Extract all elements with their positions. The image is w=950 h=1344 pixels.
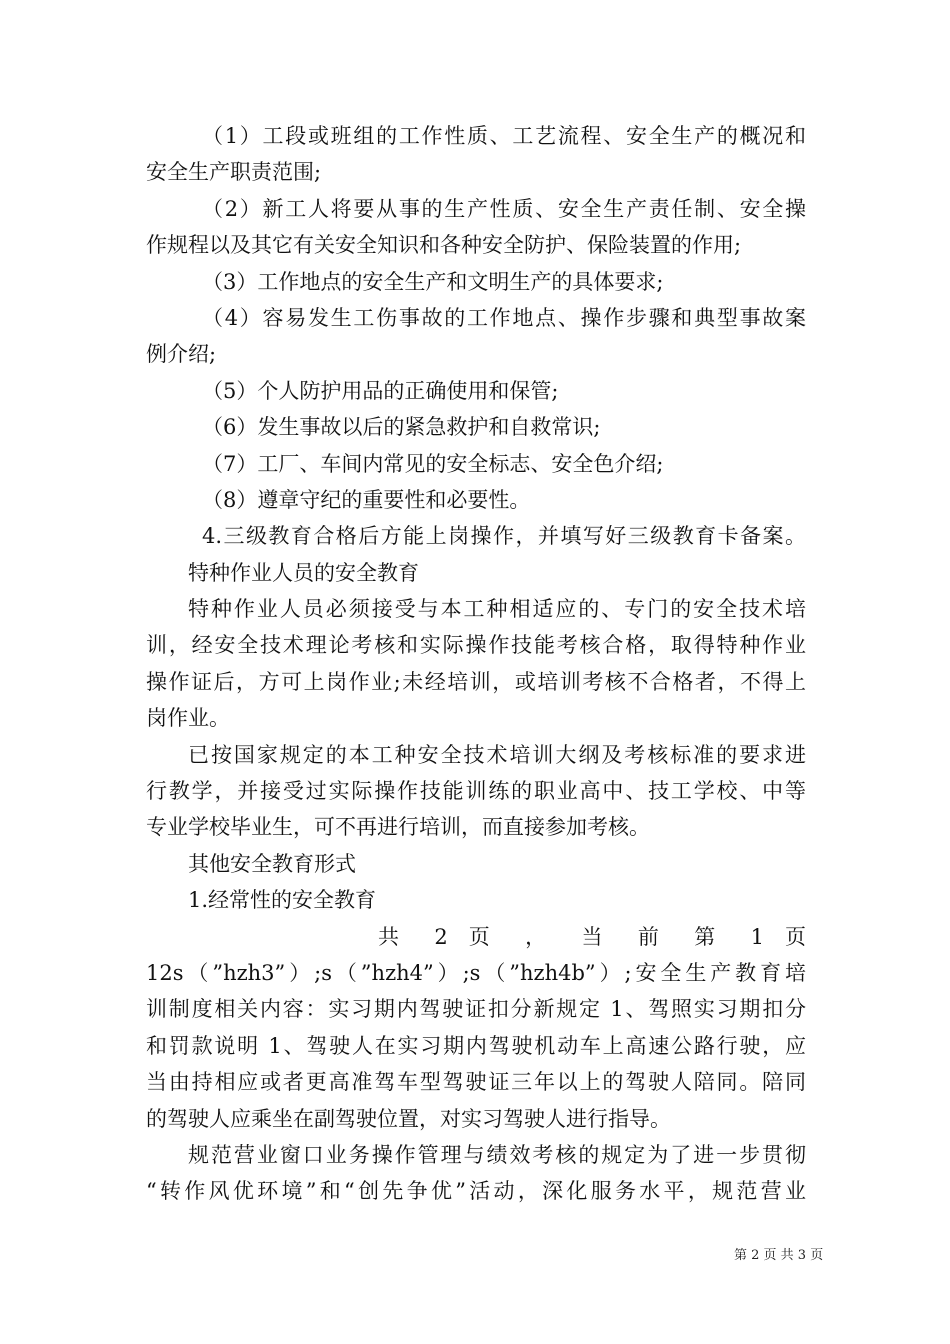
page-footer-label: 第 2 页 共 3 页: [734, 1248, 824, 1263]
text-line-3: （2）新工人将要从事的生产性质、安全生产责任制、安全操: [202, 196, 806, 221]
text-line-6: （4）容易发生工伤事故的工作地点、操作步骤和典型事故案: [202, 305, 806, 330]
text-line-18: 已按国家规定的本工种安全技术培训大纲及考核标准的要求进: [188, 742, 806, 767]
text-line-1: （1）工段或班组的工作性质、工艺流程、安全生产的概况和: [202, 124, 806, 148]
text-line-7: 例介绍;: [146, 342, 217, 367]
document-body: [146, 118, 806, 1210]
text-line-24: 12s（”hzh3”）;s（”hzh4”）;s（”hzh4b”）;安全生产教育培: [146, 960, 806, 985]
text-line-27: 当由持相应或者更高准驾车型驾驶证三年以上的驾驶人陪同。陪同: [146, 1070, 806, 1095]
text-line-26: 和罚款说明 1、驾驶人在实习期内驾驶机动车上高速公路行驶，应: [146, 1033, 806, 1058]
text-line-30: “转作风优环境”和“创先争优”活动，深化服务水平，规范营业: [146, 1179, 806, 1204]
section-heading-other-forms: 其他安全教育形式: [188, 851, 356, 876]
text-line-10: （7）工厂、车间内常见的安全标志、安全色介绍;: [202, 451, 664, 476]
text-line-17: 岗作业。: [146, 706, 230, 731]
text-line-4: 作规程以及其它有关安全知识和各种安全防护、保险装置的作用;: [146, 233, 742, 258]
text-line-29: 规范营业窗口业务操作管理与绩效考核的规定为了进一步贯彻: [188, 1142, 806, 1167]
text-line-2: 安全生产职责范围;: [146, 160, 322, 185]
text-line-11: （8）遵章守纪的重要性和必要性。: [202, 487, 531, 512]
text-line-9: （6）发生事故以后的紧急救护和自救常识;: [202, 415, 601, 440]
text-line-16: 操作证后，方可上岗作业;未经培训，或培训考核不合格者，不得上: [146, 669, 806, 694]
page-count-line: 共 2 页 ， 当 前 第 1 页: [378, 924, 806, 949]
text-line-12: 4.三级教育合格后方能上岗操作，并填写好三级教育卡备案。: [202, 524, 806, 549]
text-line-15: 训，经安全技术理论考核和实际操作技能考核合格，取得特种作业: [146, 633, 806, 658]
text-line-5: （3）工作地点的安全生产和文明生产的具体要求;: [202, 269, 664, 294]
text-line-8: （5）个人防护用品的正确使用和保管;: [202, 378, 559, 403]
text-line-19: 行教学，并接受过实际操作技能训练的职业高中、技工学校、中等: [146, 779, 806, 804]
section-heading-special-ops: 特种作业人员的安全教育: [188, 560, 419, 585]
text-line-22: 1.经常性的安全教育: [188, 888, 377, 913]
text-line-14: 特种作业人员必须接受与本工种相适应的、专门的安全技术培: [188, 597, 806, 622]
text-line-20: 专业学校毕业生，可不再进行培训，而直接参加考核。: [146, 815, 650, 840]
text-line-25: 训制度相关内容：实习期内驾驶证扣分新规定 1、驾照实习期扣分: [146, 997, 806, 1022]
text-line-28: 的驾驶人应乘坐在副驾驶位置，对实习驾驶人进行指导。: [146, 1106, 671, 1131]
